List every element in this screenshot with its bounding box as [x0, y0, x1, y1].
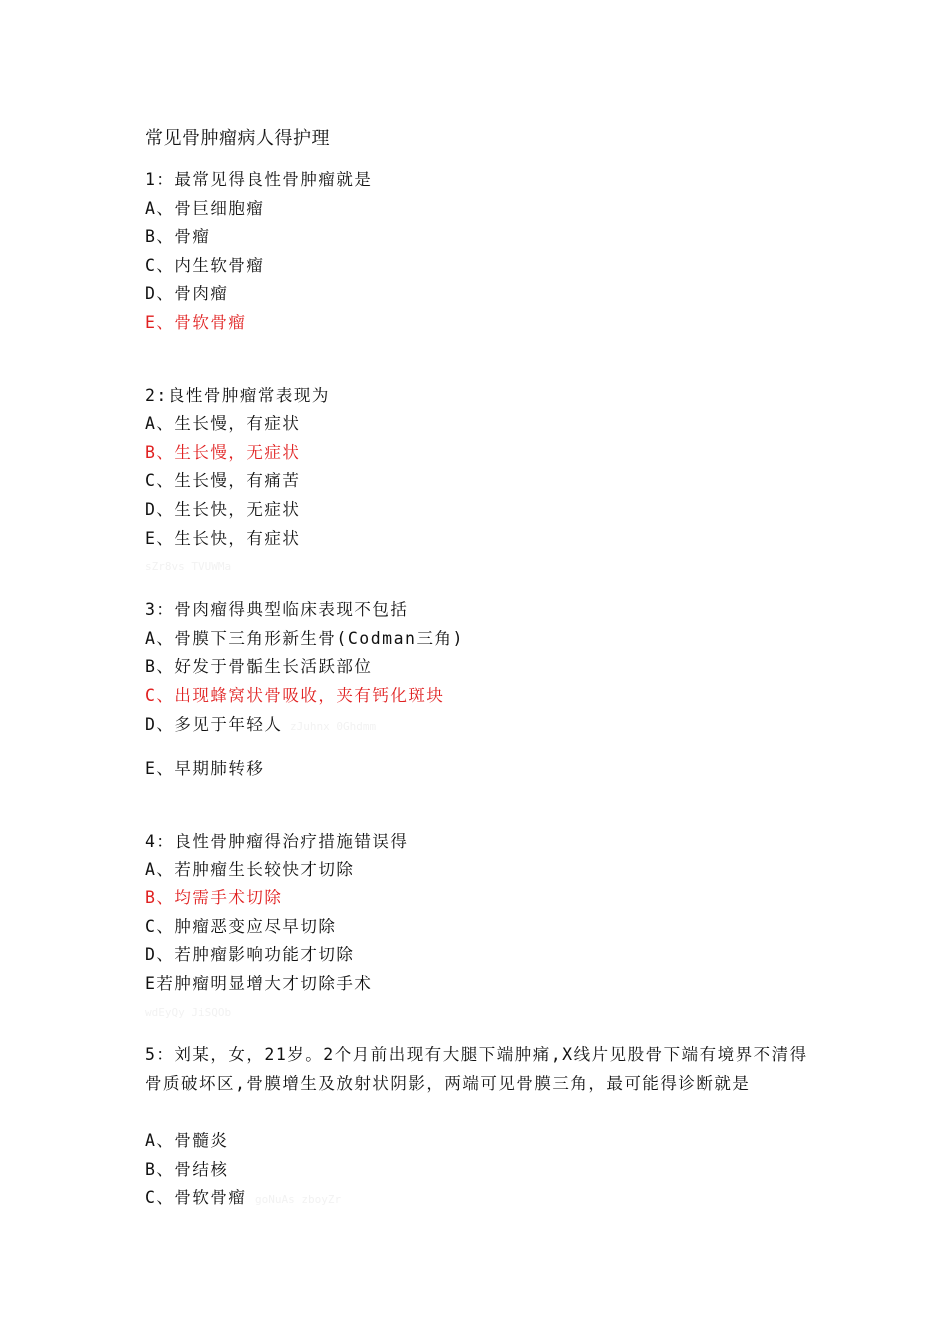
question-2: 2:良性骨肿瘤常表现为 [145, 386, 330, 405]
q3-option-d: D、多见于年轻人 [145, 715, 283, 734]
question-1: 1：最常见得良性骨肿瘤就是 [145, 170, 373, 189]
q3-option-a: A、骨膜下三角形新生骨(Codman三角) [145, 629, 464, 648]
q4-option-c: C、肿瘤恶变应尽早切除 [145, 917, 337, 936]
q2-option-e: E、生长快，有症状 [145, 529, 301, 548]
q3-option-b: B、好发于骨骺生长活跃部位 [145, 657, 373, 676]
q2-option-a: A、生长慢，有症状 [145, 414, 301, 433]
document-title: 常见骨肿瘤病人得护理 [145, 128, 330, 149]
q1-option-c: C、内生软骨瘤 [145, 256, 265, 275]
q2-option-d: D、生长快，无症状 [145, 500, 301, 519]
watermark-text: wdEyQy JiSQOb [145, 1006, 232, 1019]
q1-option-a: A、骨巨细胞瘤 [145, 199, 265, 218]
q1-option-e-answer: E、骨软骨瘤 [145, 313, 247, 332]
q4-option-b-answer: B、均需手术切除 [145, 888, 283, 907]
q3-option-e: E、早期肺转移 [145, 759, 265, 778]
watermark-text: sZr8vs TVUWMa [145, 560, 232, 573]
q1-option-d: D、骨肉瘤 [145, 284, 229, 303]
q2-option-b-answer: B、生长慢，无症状 [145, 443, 301, 462]
question-5: 5：刘某，女，21岁。2个月前出现有大腿下端肿痛,X线片见股骨下端有境界不清得骨质破坏区,骨膜增生及放射状阴影，两端可见骨膜三角，最可能得诊断就是 [145, 1045, 808, 1093]
q2-option-c: C、生长慢，有痛苦 [145, 471, 301, 490]
question-4: 4：良性骨肿瘤得治疗措施错误得 [145, 832, 409, 851]
q4-option-e: E若肿瘤明显增大才切除手术 [145, 974, 373, 993]
q4-option-d: D、若肿瘤影响功能才切除 [145, 945, 355, 964]
q5-option-c: C、骨软骨瘤 [145, 1188, 247, 1207]
q4-option-a: A、若肿瘤生长较快才切除 [145, 860, 355, 879]
q1-option-b: B、骨瘤 [145, 227, 211, 246]
watermark-text: zJuhnx 0Ghdmm [290, 720, 377, 733]
q3-option-c-answer: C、出现蜂窝状骨吸收，夹有钙化斑块 [145, 686, 445, 705]
q5-option-a: A、骨髓炎 [145, 1131, 229, 1150]
q5-option-b: B、骨结核 [145, 1160, 229, 1179]
question-3: 3：骨肉瘤得典型临床表现不包括 [145, 600, 409, 619]
watermark-text: goNuAs zboyZr [255, 1193, 342, 1206]
